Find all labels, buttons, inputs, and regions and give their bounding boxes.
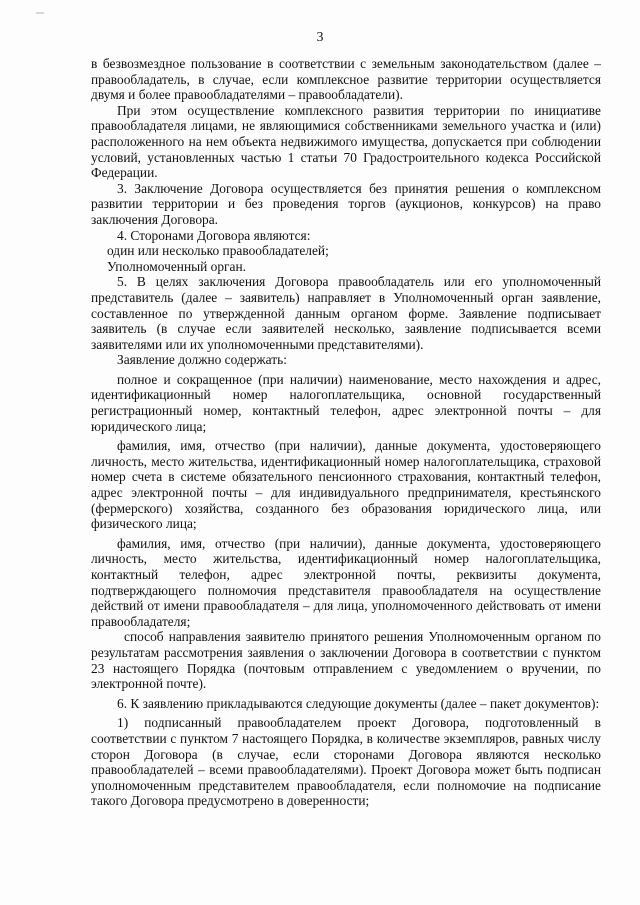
- paragraph: 4. Сторонами Договора являются:: [117, 227, 311, 243]
- page-number: 3: [316, 30, 324, 45]
- paragraph: 6. К заявлению прикладываются следующие документы (далее – пакет документов):: [117, 695, 600, 711]
- paragraph: фамилия, имя, отчество (при наличии), данные документа, удостоверяющего личность, место жительства, идентификационный номер налогоплательщика, контактный телефон, адрес электронной почты, реквизиты документа, подтверждающего полномочия представителя правообладателя на осуществление действий от имени правообладателя – для лица, уполномоченного действовать от имени правообладателя;: [91, 535, 601, 629]
- paragraph: При этом осуществление комплексного развития территории по инициативе правообладателя лицами, не являющимися собственниками земельного участка и (или) расположенного на нем объекта недвижимого имущества, допускается при соблюдении условий, установленных частью 1 статьи 70 Градостроительного кодекса Российской Федерации.: [91, 102, 601, 181]
- paragraph: Заявление должно содержать:: [117, 352, 287, 368]
- paragraph: один или несколько правообладателей;: [107, 243, 329, 259]
- paragraph: 3. Заключение Договора осуществляется без принятия решения о комплексном развитии территории и без проведения торгов (аукционов, конкурсов) на право заключения Договора.: [91, 180, 601, 227]
- paragraph: способ направления заявителю принятого решения Уполномоченным органом по результатам рассмотрения заявления о заключении Договора в соответствии с пунктом 23 настоящего Порядка (почтовым отправлением с уведомлением о вручении, по электронной почте).: [91, 629, 601, 692]
- paragraph: полное и сокращенное (при наличии) наименование, место нахождения и адрес, идентификационный номер налогоплательщика, основной государственный регистрационный номер, контактный телефон, адрес электронной почты – для юридического лица;: [91, 371, 601, 434]
- paragraph: 5. В целях заключения Договора правообладатель или его уполномоченный представитель (далее – заявитель) направляет в Уполномоченный орган заявление, составленное по утвержденной данным органом форме. Заявление подписывает заявитель (в случае если заявителей несколько, заявление подписывается всеми заявителями или их уполномоченными представителями).: [91, 274, 601, 352]
- document-body: [91, 56, 601, 809]
- paragraph: в безвозмездное пользование в соответствии с земельным законодательством (далее – правообладатель, в случае, если комплексное развитие территории осуществляется двумя и более правообладателями – правообладатели).: [91, 56, 601, 103]
- paragraph: Уполномоченный орган.: [107, 258, 246, 274]
- paragraph: 1) подписанный правообладателем проект Договора, подготовленный в соответствии с пунктом 7 настоящего Порядка, в количестве экземпляров, равных числу сторон Договора (в случае, если сторонами Договора являются несколько правообладателей – всеми правообладателями). Проект Договора может быть подписан уполномоченным представителем правообладателя, если полномочие на подписание такого Договора предусмотрено в доверенности;: [91, 715, 601, 809]
- scan-artifact: [36, 12, 44, 14]
- paragraph: фамилия, имя, отчество (при наличии), данные документа, удостоверяющего личность, место жительства, идентификационный номер налогоплательщика, страховой номер счета в системе обязательного пенсионного страхования, контактный телефон, адрес электронной почты – для индивидуального предпринимателя, крестьянского (фермерского) хозяйства, созданного без образования юридического лица, или физического лица;: [91, 438, 601, 532]
